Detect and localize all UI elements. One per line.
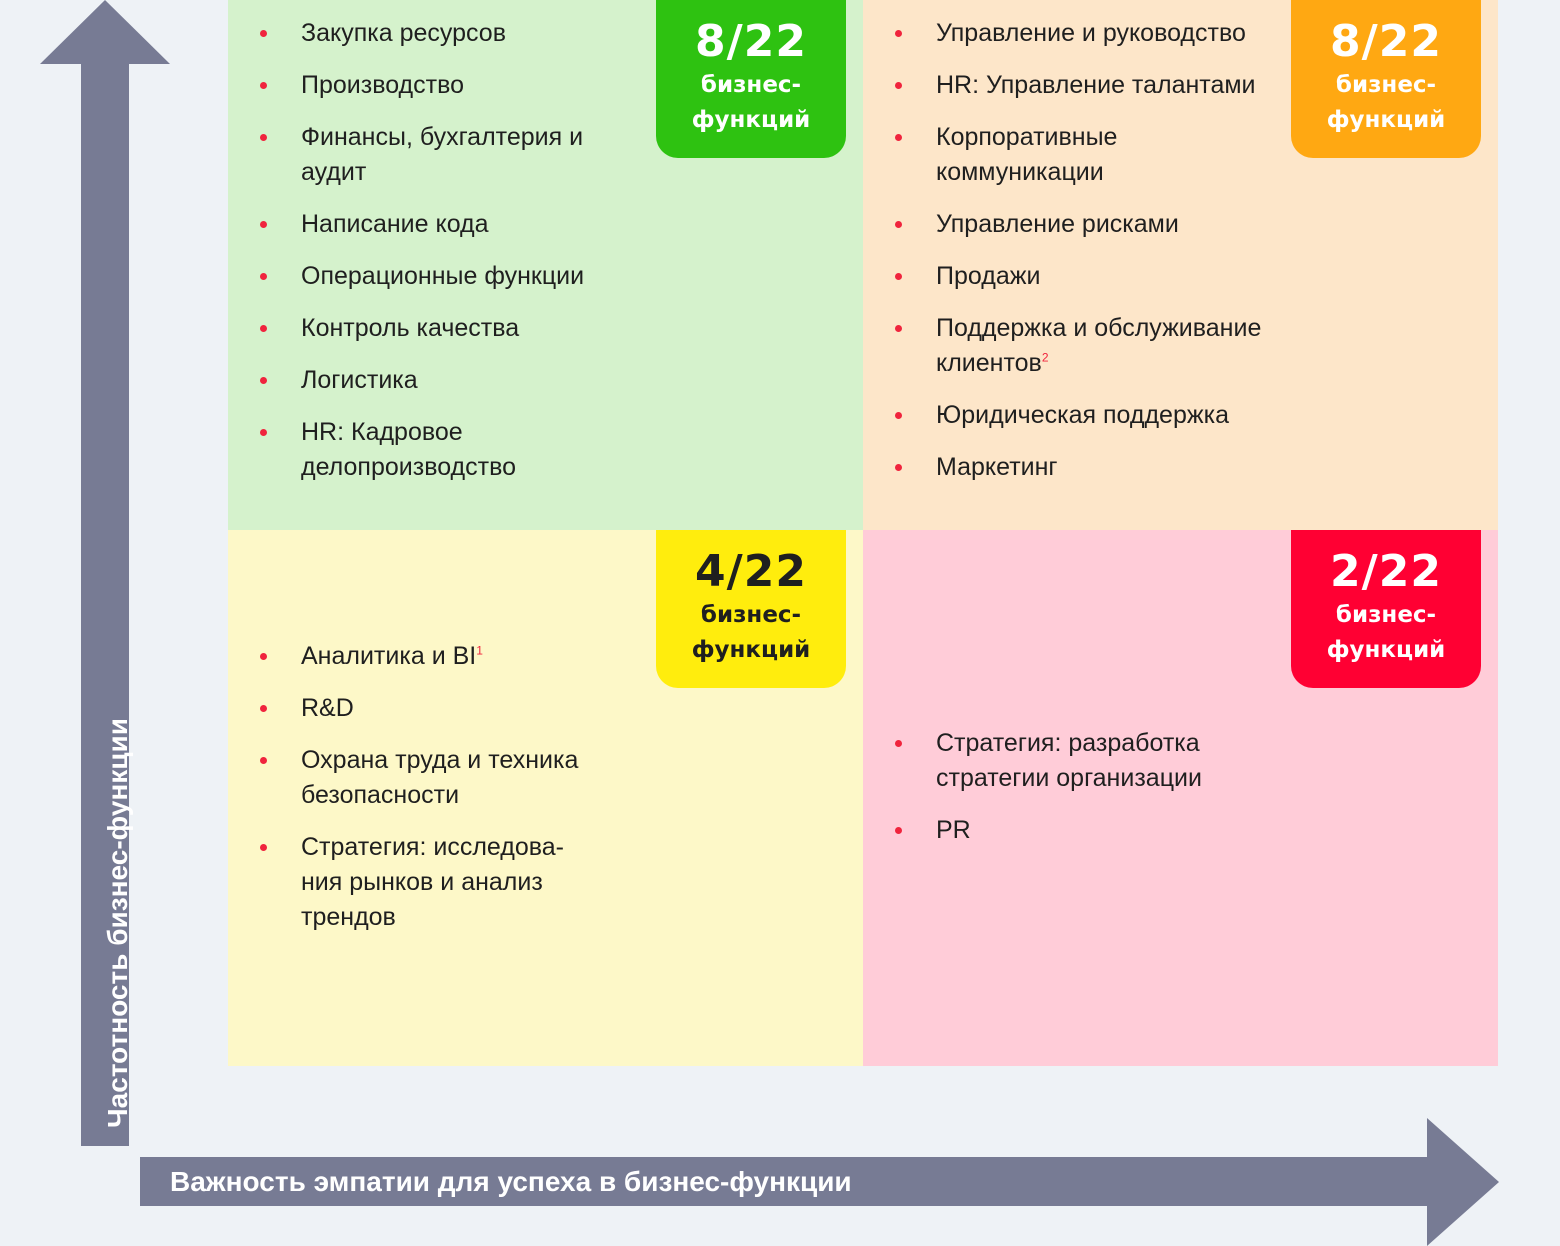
- list-item-text: Стратегия: исследова-ния рынков и анализ трендов: [301, 833, 564, 931]
- list-item-text: Управление и руководство: [936, 19, 1246, 47]
- list-item: [228, 363, 821, 398]
- list-item-text: Продажи: [936, 262, 1041, 290]
- list-item: [228, 311, 821, 346]
- badge-unit-line2: функций: [691, 637, 811, 663]
- quadrant-bottom-left: [228, 530, 863, 1066]
- bullet-icon: [895, 30, 902, 37]
- bullet-icon: [260, 221, 267, 228]
- list-item-text: Закупка ресурсов: [301, 19, 506, 47]
- quadrant-bottom-right-list: [863, 726, 1456, 865]
- bullet-icon: [895, 740, 902, 747]
- list-item: [863, 311, 1456, 381]
- x-axis-arrow: [140, 1118, 1500, 1222]
- bullet-icon: [260, 30, 267, 37]
- footnote-marker: 2: [1041, 350, 1049, 365]
- list-item-label: Поддержка и обслуживание клиентов: [936, 314, 1262, 377]
- count-badge-bottom-left: [656, 530, 846, 688]
- list-item-text: Производство: [301, 71, 465, 99]
- list-item: [228, 207, 821, 242]
- list-item: [863, 259, 1456, 294]
- quadrant-top-left: [228, 0, 863, 530]
- list-item-text: Маркетинг: [936, 453, 1058, 481]
- list-item-text: [936, 311, 1296, 381]
- bullet-icon: [260, 82, 267, 89]
- bullet-icon: [895, 827, 902, 834]
- x-axis-arrowhead: [1427, 1118, 1499, 1246]
- y-axis-label: Частотность бизнес-функции: [102, 718, 133, 1128]
- list-item-text: Корпоративные коммуникации: [936, 123, 1118, 186]
- list-item-text: R&D: [301, 694, 354, 722]
- bullet-icon: [895, 412, 902, 419]
- y-axis-arrowhead: [40, 0, 170, 64]
- bullet-icon: [895, 273, 902, 280]
- list-item-text: [301, 639, 483, 674]
- badge-unit-line2: функций: [1326, 107, 1446, 133]
- bullet-icon: [895, 221, 902, 228]
- list-item-text: Управление рисками: [936, 210, 1179, 238]
- badge-unit-line1: бизнес-: [1335, 602, 1437, 628]
- bullet-icon: [260, 134, 267, 141]
- bullet-icon: [895, 134, 902, 141]
- badge-unit-line1: бизнес-: [700, 602, 802, 628]
- list-item-text: PR: [936, 816, 971, 844]
- list-item: [863, 398, 1456, 433]
- badge-count: 8/22: [695, 16, 807, 67]
- list-item: [863, 726, 1456, 796]
- list-item-text: Написание кода: [301, 210, 489, 238]
- footnote-marker: 1: [476, 643, 483, 658]
- bullet-icon: [260, 377, 267, 384]
- badge-unit-line1: бизнес-: [700, 72, 802, 98]
- x-axis-label: Важность эмпатии для успеха в бизнес-функции: [170, 1166, 852, 1197]
- count-badge-bottom-right: [1291, 530, 1481, 688]
- quadrant-top-right: [863, 0, 1498, 530]
- badge-count: 8/22: [1330, 16, 1442, 67]
- bullet-icon: [895, 325, 902, 332]
- count-badge-top-left: [656, 0, 846, 158]
- bullet-icon: [895, 464, 902, 471]
- badge-count: 4/22: [695, 546, 807, 597]
- list-item: [228, 691, 821, 726]
- list-item-text: Охрана труда и техника безопасности: [301, 746, 579, 809]
- bullet-icon: [260, 844, 267, 851]
- list-item-label: Аналитика и BI: [301, 642, 477, 670]
- bullet-icon: [260, 325, 267, 332]
- list-item: [228, 415, 821, 485]
- list-item: [863, 813, 1456, 848]
- quadrant-bottom-right: [863, 530, 1498, 1066]
- list-item: [863, 450, 1456, 485]
- list-item-text: Финансы, бухгалтерия и аудит: [301, 123, 584, 186]
- badge-unit-line1: бизнес-: [1335, 72, 1437, 98]
- list-item-text: Контроль качества: [301, 314, 520, 342]
- list-item: [863, 207, 1456, 242]
- count-badge-top-right: [1291, 0, 1481, 158]
- list-item-text: Операционные функции: [301, 262, 585, 290]
- list-item-text: Логистика: [301, 366, 418, 394]
- badge-unit-line2: функций: [1326, 637, 1446, 663]
- badge-unit-line2: функций: [691, 107, 811, 133]
- list-item: [228, 743, 821, 813]
- bullet-icon: [260, 273, 267, 280]
- bullet-icon: [260, 653, 267, 660]
- list-item-text: Стратегия: разработка стратегии организации: [936, 729, 1202, 792]
- list-item-text: HR: Кадровое делопроизводство: [301, 418, 517, 481]
- bullet-icon: [895, 82, 902, 89]
- list-item-text: Юридическая поддержка: [936, 401, 1229, 429]
- bullet-icon: [260, 705, 267, 712]
- list-item: [228, 259, 821, 294]
- list-item-text: HR: Управление талантами: [936, 71, 1256, 99]
- list-item: [228, 830, 821, 935]
- badge-count: 2/22: [1330, 546, 1442, 597]
- bullet-icon: [260, 429, 267, 436]
- bullet-icon: [260, 757, 267, 764]
